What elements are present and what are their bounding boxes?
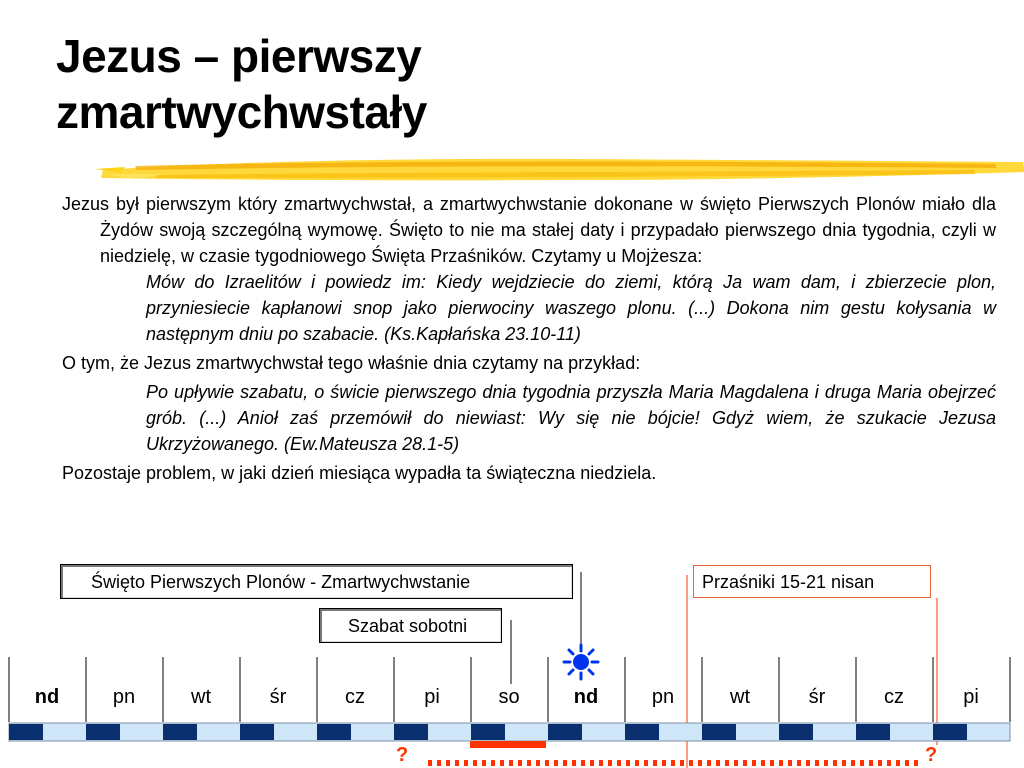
day-band-dark	[779, 724, 813, 740]
day-label: pn	[112, 686, 136, 708]
quote-leviticus: Mów do Izraelitów i powiedz im: Kiedy wejdziecie do ziemi, którą Ja wam dam, i zbierzecie plon, przyniesiecie kapłanowi snop jako pierwociny waszego plonu. (...) Dokona nim gestu kołysania w następnym dniu po szabacie. (Ks.Kapłańska 23.10-11)	[146, 272, 996, 344]
paragraph-intro: Jezus był pierwszym który zmartwychwstał, a zmartwychwstanie dokonane w święto Pierwszych Plonów miało dla Żydów swoją szczególną wymowę. Święto to nie ma stałej daty i przypadało pierwszego dnia tygodnia, czyli w niedzielę, w czasie tygodniowego Święta Przaśników. Czytamy u Mojżesza:	[62, 194, 996, 266]
day-label: so	[498, 686, 520, 708]
day-label: cz	[345, 686, 365, 708]
day-band-dark	[933, 724, 967, 740]
title-line-1: Jezus – pierwszy	[56, 30, 422, 82]
day-label: pn	[651, 686, 675, 708]
day-band-dark	[625, 724, 659, 740]
day-band-dark	[317, 724, 351, 740]
day-band-dark	[856, 724, 890, 740]
day-band-dark	[163, 724, 197, 740]
day-label: śr	[808, 686, 826, 708]
day-label: wt	[191, 686, 211, 708]
day-label: śr	[269, 686, 287, 708]
day-band-dark	[9, 724, 43, 740]
unknown-end-marker: ?	[925, 744, 938, 766]
day-band-dark	[240, 724, 274, 740]
day-band-dark	[702, 724, 736, 740]
day-band-dark	[471, 724, 505, 740]
sabbath-label-box: Szabat sobotni	[319, 608, 502, 643]
title-line-2: zmartwychwstały	[56, 86, 427, 138]
sabbath-highlight	[470, 741, 546, 748]
firstfruits-label-box: Święto Pierwszych Plonów - Zmartwychwstanie	[60, 564, 573, 599]
paragraph-problem: Pozostaje problem, w jaki dzień miesiąca wypadła ta świąteczna niedziela.	[62, 463, 657, 483]
day-label: nd	[34, 686, 60, 708]
calendar-band	[9, 723, 1010, 741]
day-label: nd	[573, 686, 599, 708]
day-band-dark	[86, 724, 120, 740]
quote-matthew: Po upływie szabatu, o świcie pierwszego dnia tygodnia przyszła Maria Magdalena i druga Maria obejrzeć grób. (...) Anioł zaś przemówił do niewiast: Wy się nie bójcie! Gdyż wiem, że szukacie Jezusa Ukrzyżowanego. (Ew.Mateusza 28.1-5)	[146, 382, 996, 454]
paragraph-matthew-intro: O tym, że Jezus zmartwychwstał tego właśnie dnia czytamy na przykład:	[62, 353, 641, 373]
unknown-start-marker: ?	[396, 744, 409, 766]
day-band-dark	[548, 724, 582, 740]
day-band-dark	[394, 724, 428, 740]
sun-icon	[564, 645, 598, 679]
day-label: wt	[730, 686, 750, 708]
day-label: pi	[424, 686, 440, 708]
day-label: pi	[963, 686, 979, 708]
unleavened-label-box: Przaśniki 15-21 nisan	[693, 565, 931, 598]
day-label: cz	[884, 686, 904, 708]
